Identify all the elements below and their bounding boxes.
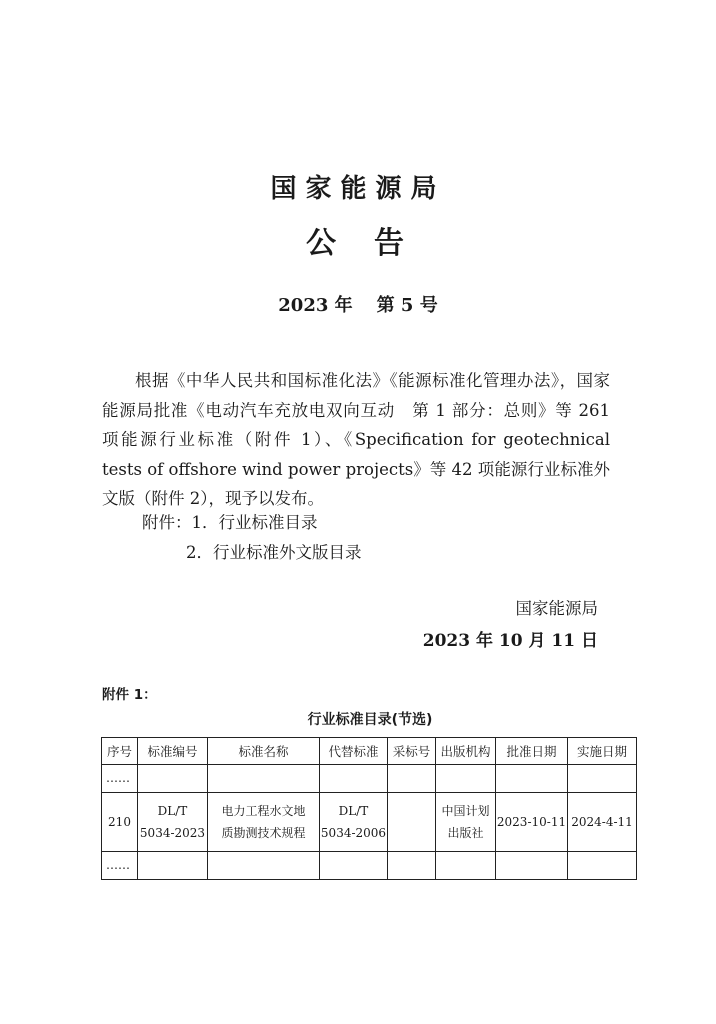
attachments-list: [142, 508, 362, 567]
table-cell: [208, 765, 320, 793]
standard-name-cell: [208, 793, 320, 852]
notice-year: 2023 年: [278, 295, 353, 316]
table-cell: [320, 765, 388, 793]
standard-name-line: 质勘测技术规程: [221, 826, 306, 840]
table-row: [102, 793, 637, 852]
replaces-cell: [320, 793, 388, 852]
ellipsis-cell: ……: [102, 852, 138, 880]
notice-body: [102, 366, 610, 514]
column-header: 出版机构: [436, 738, 496, 765]
table-cell: [496, 765, 568, 793]
publisher-line: 出版社: [447, 826, 484, 840]
publisher-cell: [436, 793, 496, 852]
notice-number: [0, 291, 716, 317]
attachment-row-2: [142, 538, 362, 568]
replaces-line: 5034-2006: [320, 826, 387, 840]
ellipsis-cell: ……: [102, 765, 138, 793]
table-title: 行业标准目录(节选): [307, 712, 433, 728]
table-cell: [436, 852, 496, 880]
standard-name-line: 电力工程水文地: [221, 804, 306, 818]
standard-code-line: DL/T: [157, 804, 188, 818]
issuing-agency-title: 国家能源局: [270, 174, 446, 204]
table-cell: [496, 852, 568, 880]
attachment-row-1: [142, 508, 362, 538]
table-cell: [138, 852, 208, 880]
table-cell: [138, 765, 208, 793]
notice-issue-number: 第 5 号: [376, 295, 438, 316]
approval-date-cell: 2023-10-11: [496, 793, 568, 852]
table-cell: [388, 765, 436, 793]
standard-code-cell: [138, 793, 208, 852]
signature-date: 2023 年 10 月 11 日: [422, 631, 598, 651]
table-cell: [208, 852, 320, 880]
standards-table: [101, 737, 637, 880]
attachment-item-2: 2．行业标准外文版目录: [186, 542, 362, 562]
notice-title: 公告: [306, 226, 442, 261]
attachments-label: 附件：: [142, 513, 192, 532]
attachment-item-1: 1．行业标准目录: [191, 513, 318, 532]
table-cell: [436, 765, 496, 793]
table-header-row: [102, 738, 637, 765]
annex-label: 附件 1：: [102, 687, 157, 703]
table-cell: [388, 852, 436, 880]
table-cell: [568, 765, 637, 793]
table-row-ellipsis: [102, 852, 637, 880]
column-header: 标准名称: [208, 738, 320, 765]
table-row-ellipsis: [102, 765, 637, 793]
table-cell: [568, 852, 637, 880]
standard-code-line: 5034-2023: [139, 826, 206, 840]
effective-date-cell: 2024-4-11: [568, 793, 637, 852]
column-header: 采标号: [388, 738, 436, 765]
table-cell: [320, 852, 388, 880]
column-header: 代替标准: [320, 738, 388, 765]
replaces-line: DL/T: [338, 804, 369, 818]
publisher-line: 中国计划: [441, 804, 490, 818]
adopted-cell: [388, 793, 436, 852]
column-header: 标准编号: [138, 738, 208, 765]
column-header: 序号: [102, 738, 138, 765]
notice-paragraph: 根据《中华人民共和国标准化法》《能源标准化管理办法》，国家能源局批准《电动汽车充放电双向互动 第 1 部分：总则》等 261 项能源行业标准（附件 1）、《Specification for geotechnical tests of offshore wind power projects》等 42 项能源行业标准外文版（附件 2），现予以发布。: [102, 371, 610, 508]
column-header: 实施日期: [568, 738, 637, 765]
seq-cell: 210: [102, 793, 138, 852]
signature-block: [423, 593, 598, 657]
column-header: 批准日期: [496, 738, 568, 765]
signature-agency: 国家能源局: [515, 599, 598, 618]
